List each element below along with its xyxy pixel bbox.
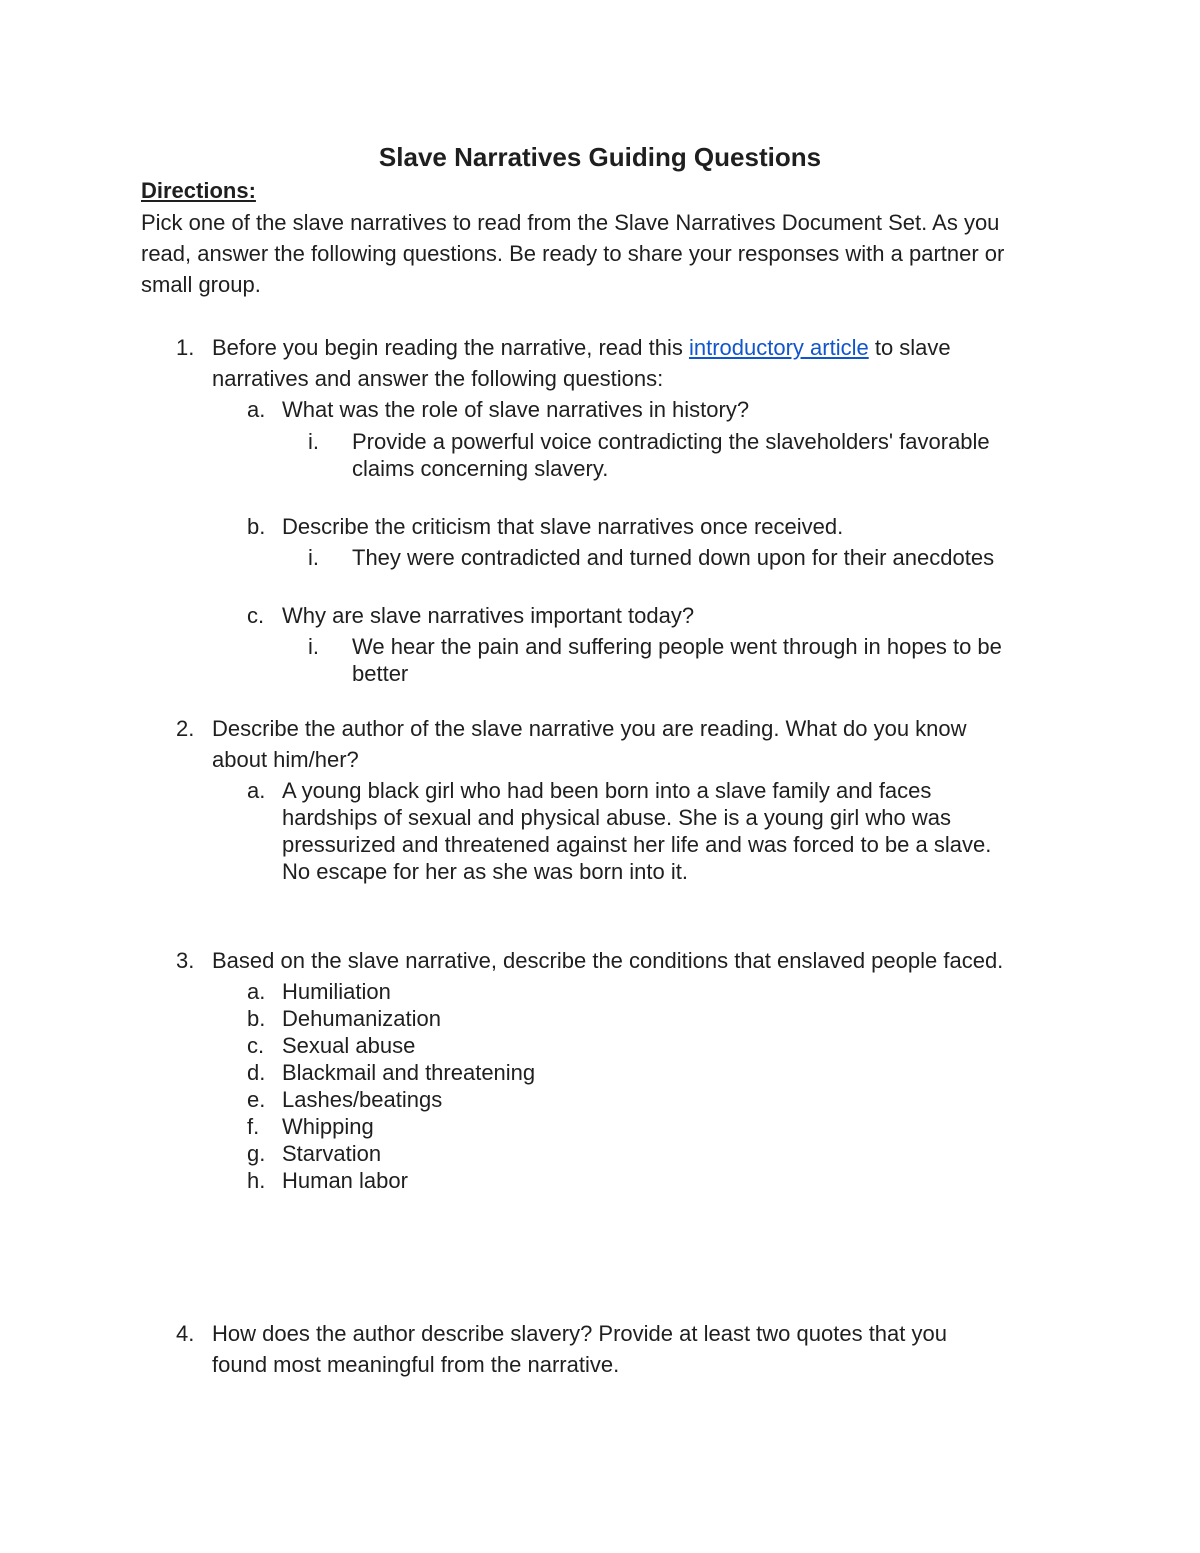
q3-item-text: Dehumanization bbox=[282, 1006, 441, 1031]
q2a-line: hardships of sexual and physical abuse. She is a young girl who was bbox=[282, 805, 951, 830]
q2a-line: pressurized and threatened against her life and was forced to be a slave. bbox=[282, 832, 992, 857]
q2a-line: A young black girl who had been born into a slave family and faces bbox=[282, 778, 932, 803]
q1b-i-marker: i. bbox=[308, 545, 319, 570]
q3-item-text: Humiliation bbox=[282, 979, 391, 1004]
q1c-i-marker: i. bbox=[308, 634, 319, 659]
q1a-text: What was the role of slave narratives in history? bbox=[282, 397, 750, 422]
q3-item-text: Human labor bbox=[282, 1168, 408, 1193]
q3-item-text: Lashes/beatings bbox=[282, 1087, 443, 1112]
q1a-i-marker: i. bbox=[308, 429, 319, 454]
page-title: Slave Narratives Guiding Questions bbox=[378, 142, 822, 172]
q3-text: Based on the slave narrative, describe the conditions that enslaved people faced. bbox=[212, 948, 1004, 973]
directions-text: Pick one of the slave narratives to read from the Slave Narratives Document Set. As you read, answer the following questions. Be ready to share your responses with a partner or small group. bbox=[141, 210, 1005, 297]
q3-item-marker: d. bbox=[247, 1060, 266, 1085]
q3-item-marker: g. bbox=[247, 1141, 266, 1166]
q2a-line: No escape for her as she was born into it. bbox=[282, 859, 688, 884]
q1c-text: Why are slave narratives important today? bbox=[282, 603, 695, 628]
q1a-marker: a. bbox=[247, 397, 266, 422]
q3-item-text: Whipping bbox=[282, 1114, 374, 1139]
q1c-marker: c. bbox=[247, 603, 265, 628]
q1b-text: Describe the criticism that slave narratives once received. bbox=[282, 514, 844, 539]
q2-line1: Describe the author of the slave narrative you are reading. What do you know bbox=[212, 716, 967, 741]
q1c-i-line1: We hear the pain and suffering people went through in hopes to be bbox=[352, 634, 1002, 659]
q3-item-text: Blackmail and threatening bbox=[282, 1060, 536, 1085]
q1b-i-line1: They were contradicted and turned down upon for their anecdotes bbox=[352, 545, 995, 570]
q3-item-text: Starvation bbox=[282, 1141, 382, 1166]
q2-line2: about him/her? bbox=[212, 747, 359, 772]
q2a-marker: a. bbox=[247, 778, 266, 803]
q1b-marker: b. bbox=[247, 514, 266, 539]
q1c-i-line2: better bbox=[352, 661, 409, 686]
q1-text-after: to slave bbox=[868, 335, 951, 360]
q1-text-before: Before you begin reading the narrative, read this bbox=[212, 335, 689, 360]
q1-line2: narratives and answer the following questions: bbox=[212, 366, 664, 391]
directions-label: Directions: bbox=[141, 178, 256, 203]
q1a-i-line2: claims concerning slavery. bbox=[352, 456, 609, 481]
q1-number: 1. bbox=[176, 335, 195, 360]
q1-line1 bbox=[212, 334, 951, 361]
q3-item-marker: f. bbox=[247, 1114, 260, 1139]
q3-item-marker: c. bbox=[247, 1033, 265, 1058]
q3-number: 3. bbox=[176, 948, 195, 973]
q2-number: 2. bbox=[176, 716, 195, 741]
q4-line1: How does the author describe slavery? Provide at least two quotes that you bbox=[212, 1321, 947, 1346]
introductory-article-link[interactable]: introductory article bbox=[688, 335, 869, 360]
q3-item-marker: e. bbox=[247, 1087, 266, 1112]
q4-line2: found most meaningful from the narrative. bbox=[212, 1352, 620, 1377]
q3-item-marker: a. bbox=[247, 979, 266, 1004]
q3-item-marker: h. bbox=[247, 1168, 266, 1193]
q3-item-marker: b. bbox=[247, 1006, 266, 1031]
q3-item-text: Sexual abuse bbox=[282, 1033, 416, 1058]
q1a-i-line1: Provide a powerful voice contradicting the slaveholders' favorable bbox=[352, 429, 990, 454]
q4-number: 4. bbox=[176, 1321, 195, 1346]
